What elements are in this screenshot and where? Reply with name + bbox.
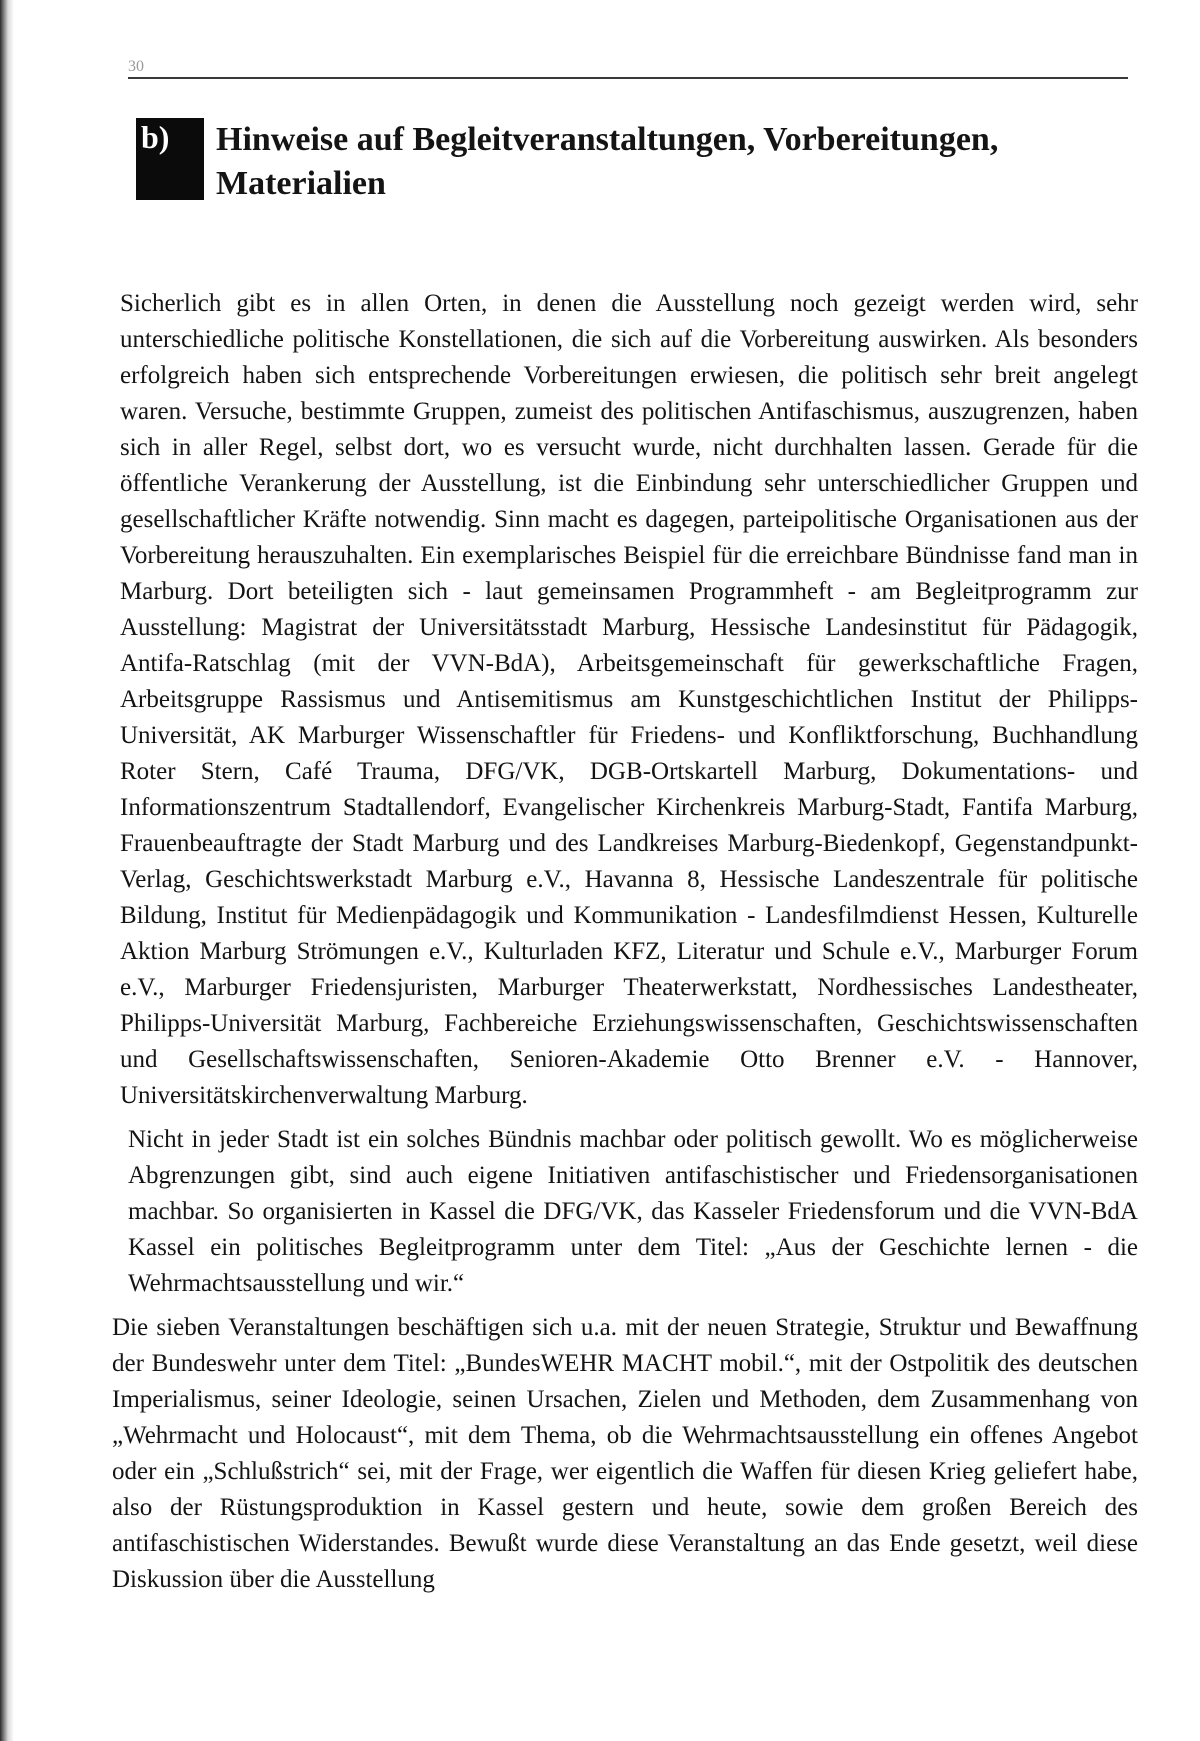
section-title: Hinweise auf Begleitveranstaltungen, Vorbereitungen, Materialien [216,121,999,202]
paragraph: Die sieben Veranstaltungen beschäftigen sich u.a. mit der neuen Strategie, Struktur und Bewaffnung der Bundeswehr unter dem Titel: „BundesWEHR MACHT mobil.“, mit der Ostpolitik des deutschen Imperialismus, seiner Ideologie, seinen Ursachen, Zielen und Methoden, dem Zusammenhang von „Wehrmacht und Holocaust“, mit dem Thema, ob die Wehrmachtsausstellung ein offenes Angebot oder ein „Schlußstrich“ sei, mit der Frage, wer eigentlich die Waffen für diesen Krieg geliefert habe, also der Rüstungsproduktion in Kassel gestern und heute, sowie dem großen Bereich des antifaschistischen Widerstandes. Bewußt wurde diese Veranstaltung an das Ende gesetzt, weil diese Diskussion über die Ausstellung [112,1314,1138,1593]
section-marker: b) [136,118,204,200]
paragraph: Sicherlich gibt es in allen Orten, in denen die Ausstellung noch gezeigt werden wird, sehr unterschiedliche politische Konstellationen, die sich auf die Vorbereitung auswirken. Als besonders erfolgreich haben sich entsprechende Vorbereitungen erwiesen, die politisch sehr breit angelegt waren. Versuche, bestimmte Gruppen, zumeist des politischen Antifaschismus, auszugrenzen, haben sich in aller Regel, selbst dort, wo es versucht wurde, nicht durchhalten lassen. Gerade für die öffentliche Verankerung der Ausstellung, ist die Einbindung sehr unterschiedlicher Gruppen und gesellschaftlicher Kräfte notwendig. Sinn macht es dagegen, parteipolitische Organisationen aus der Vorbereitung herauszuhalten. Ein exemplarisches Beispiel für die erreichbare Bündnisse fand man in Marburg. Dort beteiligten sich - laut gemeinsamen Programmheft - am Begleitprogramm zur Ausstellung: Magistrat der Universitätsstadt Marburg, Hessische Landesinstitut für Pädagogik, Antifa-Ratschlag (mit der VVN-BdA), Arbeitsgemeinschaft für gewerkschaftliche Fragen, Arbeitsgruppe Rassismus und Antisemitismus am Kunstgeschichtlichen Institut der Philipps-Universität, AK Marburger Wissenschaftler für Friedens- und Konfliktforschung, Buchhandlung Roter Stern, Café Trauma, DFG/VK, DGB-Ortskartell Marburg, Dokumentations- und Informationszentrum Stadtallendorf, Evangelischer Kirchenkreis Marburg-Stadt, Fantifa Marburg, Frauenbeauftragte der Stadt Marburg und des Landkreises Marburg-Biedenkopf, Gegenstandpunkt-Verlag, Geschichtswerkstadt Marburg e.V., Havanna 8, Hessische Landeszentrale für politische Bildung, Institut für Medienpädagogik und Kommunikation - Landesfilmdienst Hessen, Kulturelle Aktion Marburg Strömungen e.V., Kulturladen KFZ, Literatur und Schule e.V., Marburger Forum e.V., Marburger Friedensjuristen, Marburger Theaterwerkstatt, Nordhessisches Landestheater, Philipps-Universität Marburg, Fachbereiche Erziehungswissenschaften, Geschichtswissenschaften und Gesellschaftswissenschaften, Senioren-Akademie Otto Brenner e.V. - Hannover, Universitätskirchenverwaltung Marburg. [120,290,1138,1109]
header-rule [128,77,1128,79]
scan-page-edge [0,0,14,1741]
section-heading [136,118,1096,200]
page-number: 30 [128,58,144,75]
body-text [112,286,1138,1598]
paragraph: Nicht in jeder Stadt ist ein solches Bündnis machbar oder politisch gewollt. Wo es möglicherweise Abgrenzungen gibt, sind auch eigene Initiativen antifaschistischer und Friedensorganisationen machbar. So organisierten in Kassel die DFG/VK, das Kasseler Friedensforum und die VVN-BdA Kassel ein politisches Begleitprogramm unter dem Titel: „Aus der Geschichte lernen - die Wehrmachtsausstellung und wir.“ [128,1126,1138,1297]
